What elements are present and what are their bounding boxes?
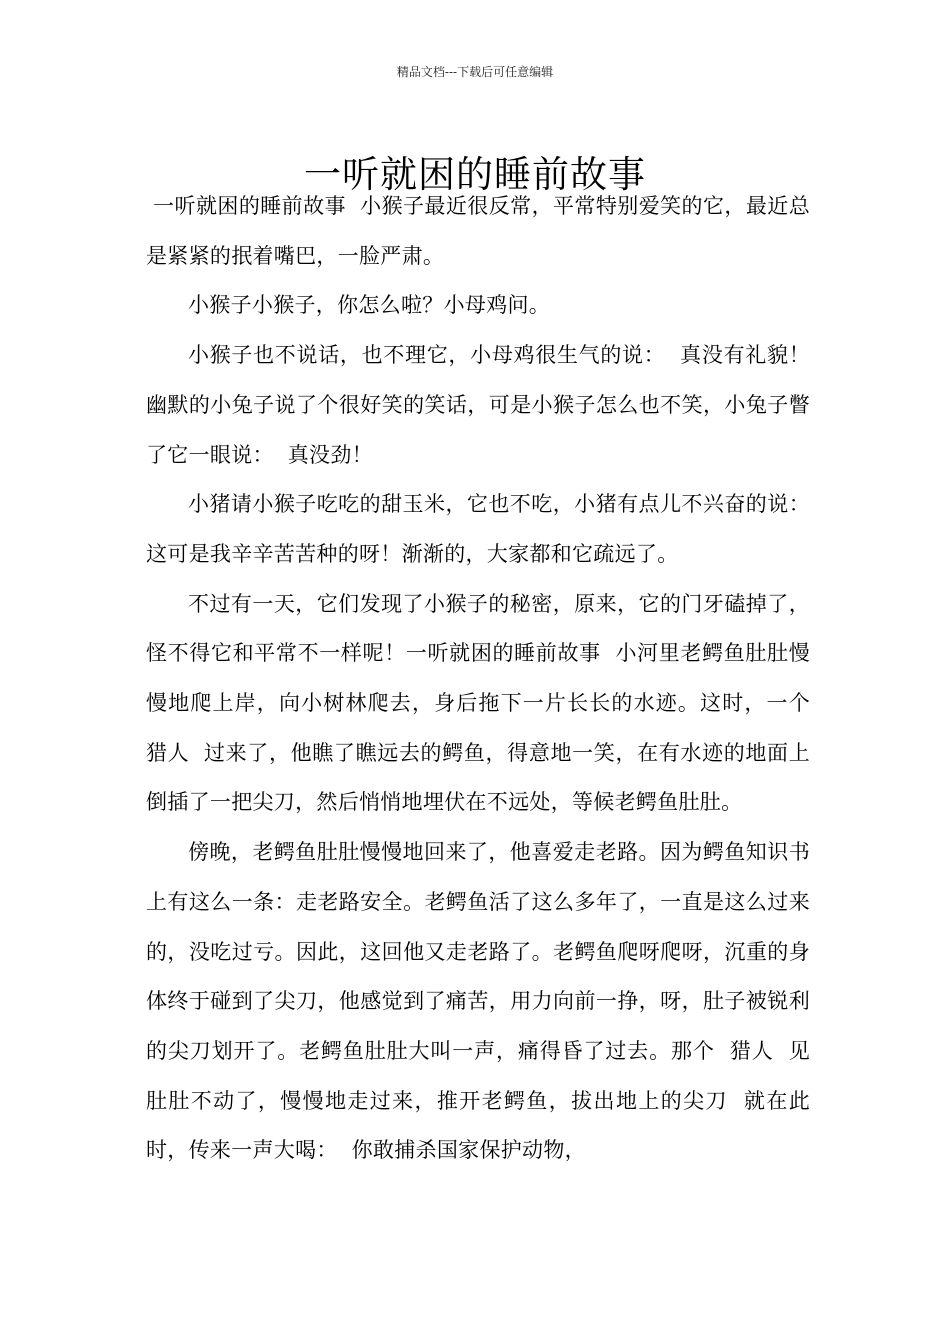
- document-title: 一听就困的睡前故事: [304, 152, 646, 196]
- paragraph-5: 不过有一天，它们发现了小猴子的秘密，原来，它的门牙磕掉了，怪不得它和平常不一样呢！一听就困的睡前故事 小河里老鳄鱼肚肚慢慢地爬上岸，向小树林爬去，身后拖下一片长长的水迹。这时，一个 猎人 过来了，他瞧了瞧远去的鳄鱼，得意地一笑，在有水迹的地面上倒插了一把尖刀，然后悄悄地埋伏在不远处，等候老鳄鱼肚肚。: [146, 591, 824, 815]
- header-note: 精品文档---下载后可任意编辑: [396, 65, 554, 79]
- paragraph-2: 小猴子小猴子，你怎么啦？小母鸡问。: [188, 293, 551, 318]
- paragraph-1: 一听就困的睡前故事 小猴子最近很反常，平常特别爱笑的它，最近总是紧紧的抿着嘴巴，一脸严肃。: [146, 194, 810, 268]
- paragraph-4: 小猪请小猴子吃吃的甜玉米，它也不吃，小猪有点儿不兴奋的说： 这可是我辛辛苦苦种的呀！渐渐的，大家都和它疏远了。: [146, 492, 824, 566]
- paragraph-6: 傍晚，老鳄鱼肚肚慢慢地回来了，他喜爱走老路。因为鳄鱼知识书上有这么一条：走老路安全。老鳄鱼活了这么多年了，一直是这么过来的，没吃过亏。因此，这回他又走老路了。老鳄鱼爬呀爬呀，沉重的身体终于碰到了尖刀，他感觉到了痛苦，用力向前一挣，呀，肚子被锐利的尖刀划开了。老鳄鱼肚肚大叫一声，痛得昏了过去。那个 猎人 见肚肚不动了，慢慢地走过来，推开老鳄鱼，拔出地上的尖刀 就在此时，传来一声大喝： 你敢捕杀国家保护动物，: [146, 840, 810, 1163]
- story-body: [146, 182, 824, 1176]
- paragraph-3: 小猴子也不说话，也不理它，小母鸡很生气的说： 真没有礼貌！幽默的小兔子说了个很好笑的笑话，可是小猴子怎么也不笑，小兔子瞥了它一眼说： 真没劲！: [146, 343, 810, 467]
